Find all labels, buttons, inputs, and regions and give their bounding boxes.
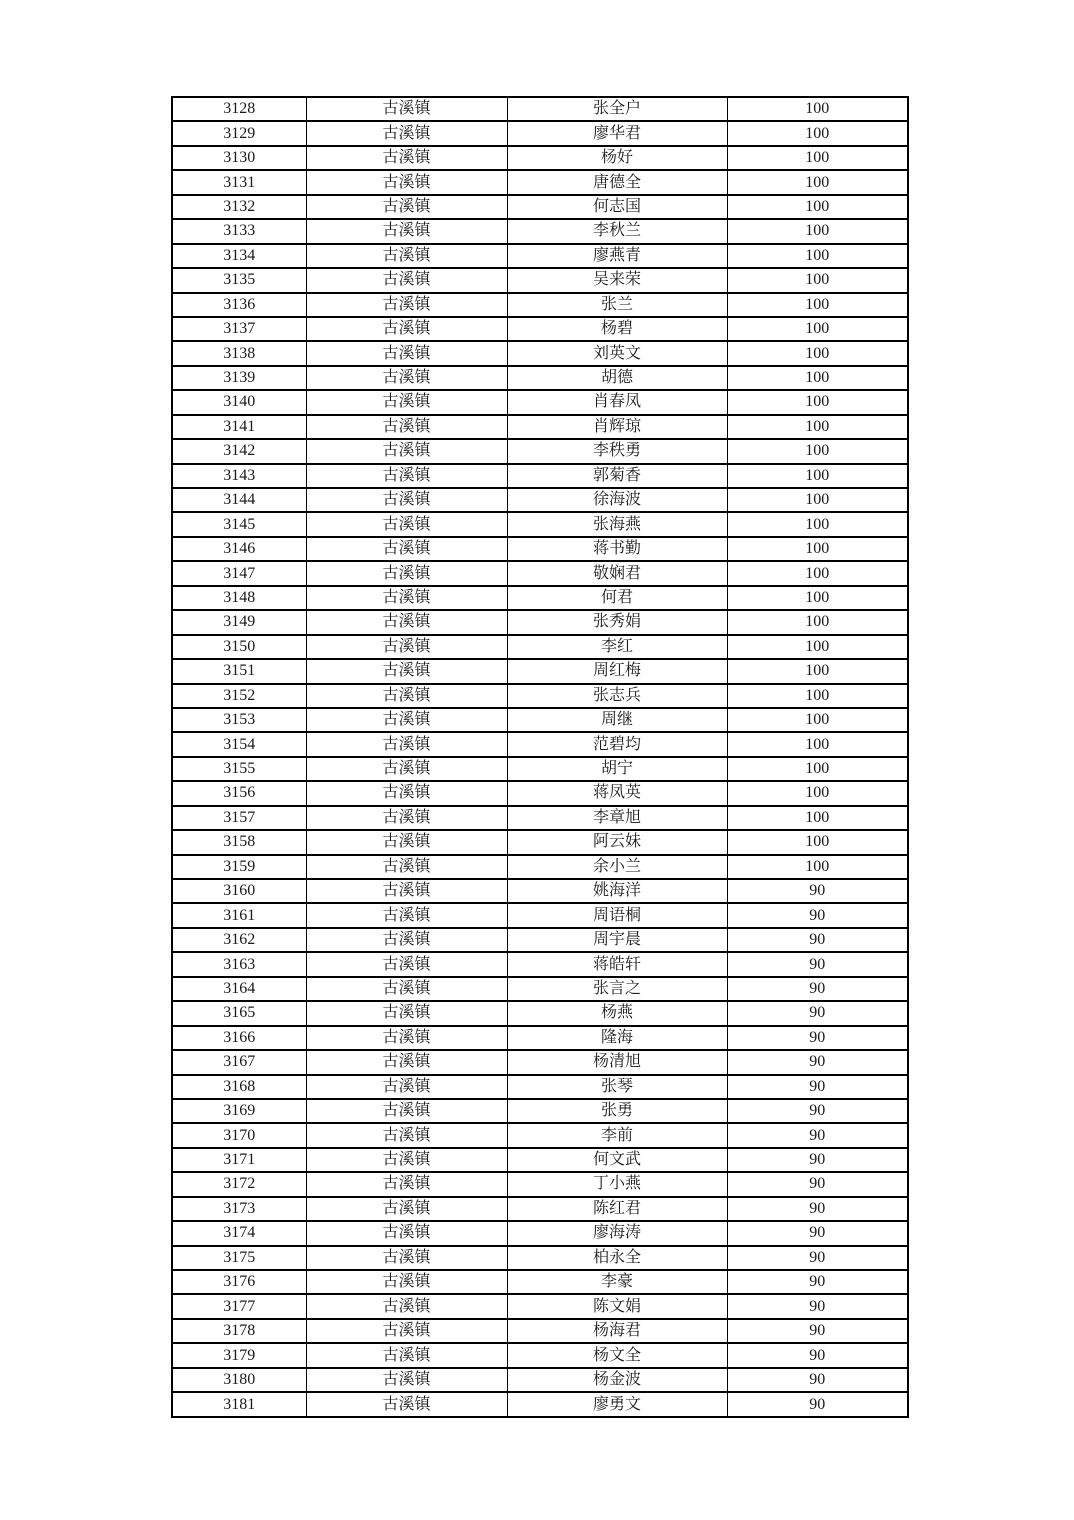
- name-cell: 李豪: [507, 1270, 727, 1294]
- row-number-cell: 3152: [172, 684, 306, 708]
- name-cell: 周继: [507, 708, 727, 732]
- row-number-cell: 3138: [172, 341, 306, 365]
- score-cell: 100: [727, 439, 908, 463]
- score-cell: 90: [727, 903, 908, 927]
- town-cell: 古溪镇: [306, 244, 507, 268]
- town-cell: 古溪镇: [306, 830, 507, 854]
- score-cell: 100: [727, 537, 908, 561]
- table-row: [172, 121, 908, 145]
- name-cell: 徐海波: [507, 488, 727, 512]
- table-row: [172, 635, 908, 659]
- town-cell: 古溪镇: [306, 1246, 507, 1270]
- table-row: [172, 195, 908, 219]
- name-cell: 陈文娟: [507, 1294, 727, 1318]
- score-cell: 100: [727, 684, 908, 708]
- table-row: [172, 928, 908, 952]
- score-cell: 90: [727, 952, 908, 976]
- row-number-cell: 3163: [172, 952, 306, 976]
- town-cell: 古溪镇: [306, 97, 507, 121]
- town-cell: 古溪镇: [306, 488, 507, 512]
- town-cell: 古溪镇: [306, 1368, 507, 1392]
- name-cell: 张全户: [507, 97, 727, 121]
- row-number-cell: 3128: [172, 97, 306, 121]
- row-number-cell: 3129: [172, 121, 306, 145]
- row-number-cell: 3162: [172, 928, 306, 952]
- row-number-cell: 3151: [172, 659, 306, 683]
- row-number-cell: 3177: [172, 1294, 306, 1318]
- row-number-cell: 3133: [172, 219, 306, 243]
- score-cell: 100: [727, 732, 908, 756]
- row-number-cell: 3160: [172, 879, 306, 903]
- table-row: [172, 97, 908, 121]
- name-cell: 肖辉琼: [507, 415, 727, 439]
- table-row: [172, 561, 908, 585]
- town-cell: 古溪镇: [306, 146, 507, 170]
- table-row: [172, 610, 908, 634]
- row-number-cell: 3181: [172, 1392, 306, 1417]
- name-cell: 李秩勇: [507, 439, 727, 463]
- score-cell: 100: [727, 781, 908, 805]
- row-number-cell: 3157: [172, 806, 306, 830]
- row-number-cell: 3168: [172, 1075, 306, 1099]
- score-table: [171, 96, 909, 1418]
- name-cell: 敬娴君: [507, 561, 727, 585]
- town-cell: 古溪镇: [306, 366, 507, 390]
- town-cell: 古溪镇: [306, 684, 507, 708]
- row-number-cell: 3146: [172, 537, 306, 561]
- table-row: [172, 1001, 908, 1025]
- row-number-cell: 3154: [172, 732, 306, 756]
- name-cell: 李红: [507, 635, 727, 659]
- table-row: [172, 366, 908, 390]
- score-cell: 90: [727, 1172, 908, 1196]
- town-cell: 古溪镇: [306, 1075, 507, 1099]
- score-cell: 100: [727, 610, 908, 634]
- name-cell: 周宇晨: [507, 928, 727, 952]
- table-row: [172, 1270, 908, 1294]
- town-cell: 古溪镇: [306, 561, 507, 585]
- row-number-cell: 3148: [172, 586, 306, 610]
- town-cell: 古溪镇: [306, 610, 507, 634]
- town-cell: 古溪镇: [306, 1221, 507, 1245]
- table-row: [172, 1368, 908, 1392]
- score-cell: 90: [727, 1001, 908, 1025]
- table-row: [172, 268, 908, 292]
- score-cell: 90: [727, 1123, 908, 1147]
- town-cell: 古溪镇: [306, 341, 507, 365]
- score-cell: 100: [727, 121, 908, 145]
- table-row: [172, 1099, 908, 1123]
- name-cell: 何文武: [507, 1148, 727, 1172]
- row-number-cell: 3137: [172, 317, 306, 341]
- row-number-cell: 3172: [172, 1172, 306, 1196]
- table-row: [172, 879, 908, 903]
- score-cell: 100: [727, 659, 908, 683]
- name-cell: 张兰: [507, 293, 727, 317]
- score-cell: 100: [727, 390, 908, 414]
- score-cell: 90: [727, 1221, 908, 1245]
- row-number-cell: 3147: [172, 561, 306, 585]
- row-number-cell: 3141: [172, 415, 306, 439]
- score-cell: 90: [727, 1148, 908, 1172]
- row-number-cell: 3140: [172, 390, 306, 414]
- score-cell: 100: [727, 464, 908, 488]
- name-cell: 周红梅: [507, 659, 727, 683]
- table-row: [172, 806, 908, 830]
- score-table-body: [172, 97, 908, 1417]
- town-cell: 古溪镇: [306, 121, 507, 145]
- row-number-cell: 3156: [172, 781, 306, 805]
- score-cell: 90: [727, 1319, 908, 1343]
- score-cell: 90: [727, 928, 908, 952]
- name-cell: 蒋凤英: [507, 781, 727, 805]
- score-cell: 90: [727, 1343, 908, 1367]
- town-cell: 古溪镇: [306, 415, 507, 439]
- table-row: [172, 415, 908, 439]
- table-row: [172, 512, 908, 536]
- table-row: [172, 488, 908, 512]
- table-row: [172, 952, 908, 976]
- score-cell: 100: [727, 586, 908, 610]
- name-cell: 李前: [507, 1123, 727, 1147]
- score-cell: 90: [727, 1246, 908, 1270]
- row-number-cell: 3171: [172, 1148, 306, 1172]
- town-cell: 古溪镇: [306, 757, 507, 781]
- row-number-cell: 3149: [172, 610, 306, 634]
- town-cell: 古溪镇: [306, 1343, 507, 1367]
- row-number-cell: 3135: [172, 268, 306, 292]
- row-number-cell: 3143: [172, 464, 306, 488]
- score-cell: 90: [727, 1197, 908, 1221]
- name-cell: 廖燕青: [507, 244, 727, 268]
- town-cell: 古溪镇: [306, 1123, 507, 1147]
- town-cell: 古溪镇: [306, 537, 507, 561]
- score-cell: 90: [727, 1099, 908, 1123]
- table-row: [172, 1148, 908, 1172]
- name-cell: 李章旭: [507, 806, 727, 830]
- row-number-cell: 3176: [172, 1270, 306, 1294]
- town-cell: 古溪镇: [306, 732, 507, 756]
- name-cell: 杨碧: [507, 317, 727, 341]
- table-row: [172, 684, 908, 708]
- score-cell: 90: [727, 1392, 908, 1417]
- table-row: [172, 1246, 908, 1270]
- name-cell: 张秀娟: [507, 610, 727, 634]
- row-number-cell: 3180: [172, 1368, 306, 1392]
- table-row: [172, 1123, 908, 1147]
- table-row: [172, 977, 908, 1001]
- name-cell: 丁小燕: [507, 1172, 727, 1196]
- score-cell: 100: [727, 366, 908, 390]
- town-cell: 古溪镇: [306, 1050, 507, 1074]
- table-row: [172, 464, 908, 488]
- town-cell: 古溪镇: [306, 855, 507, 879]
- row-number-cell: 3165: [172, 1001, 306, 1025]
- name-cell: 胡德: [507, 366, 727, 390]
- name-cell: 唐德全: [507, 170, 727, 194]
- name-cell: 吴来荣: [507, 268, 727, 292]
- table-row: [172, 1343, 908, 1367]
- name-cell: 柏永全: [507, 1246, 727, 1270]
- town-cell: 古溪镇: [306, 1270, 507, 1294]
- town-cell: 古溪镇: [306, 464, 507, 488]
- town-cell: 古溪镇: [306, 1148, 507, 1172]
- row-number-cell: 3173: [172, 1197, 306, 1221]
- table-row: [172, 219, 908, 243]
- name-cell: 何君: [507, 586, 727, 610]
- town-cell: 古溪镇: [306, 268, 507, 292]
- name-cell: 周语桐: [507, 903, 727, 927]
- row-number-cell: 3153: [172, 708, 306, 732]
- row-number-cell: 3144: [172, 488, 306, 512]
- town-cell: 古溪镇: [306, 708, 507, 732]
- town-cell: 古溪镇: [306, 879, 507, 903]
- name-cell: 阿云妹: [507, 830, 727, 854]
- score-cell: 90: [727, 1026, 908, 1050]
- score-cell: 90: [727, 1075, 908, 1099]
- row-number-cell: 3159: [172, 855, 306, 879]
- score-cell: 100: [727, 341, 908, 365]
- row-number-cell: 3145: [172, 512, 306, 536]
- score-cell: 90: [727, 1050, 908, 1074]
- row-number-cell: 3164: [172, 977, 306, 1001]
- town-cell: 古溪镇: [306, 1099, 507, 1123]
- name-cell: 余小兰: [507, 855, 727, 879]
- row-number-cell: 3175: [172, 1246, 306, 1270]
- name-cell: 肖春凤: [507, 390, 727, 414]
- score-cell: 90: [727, 1294, 908, 1318]
- town-cell: 古溪镇: [306, 1001, 507, 1025]
- name-cell: 胡宁: [507, 757, 727, 781]
- table-row: [172, 1294, 908, 1318]
- table-row: [172, 659, 908, 683]
- town-cell: 古溪镇: [306, 977, 507, 1001]
- name-cell: 杨燕: [507, 1001, 727, 1025]
- table-row: [172, 830, 908, 854]
- row-number-cell: 3155: [172, 757, 306, 781]
- town-cell: 古溪镇: [306, 170, 507, 194]
- row-number-cell: 3178: [172, 1319, 306, 1343]
- name-cell: 李秋兰: [507, 219, 727, 243]
- name-cell: 郭菊香: [507, 464, 727, 488]
- score-cell: 100: [727, 293, 908, 317]
- name-cell: 杨清旭: [507, 1050, 727, 1074]
- town-cell: 古溪镇: [306, 903, 507, 927]
- town-cell: 古溪镇: [306, 512, 507, 536]
- score-cell: 100: [727, 268, 908, 292]
- table-row: [172, 1075, 908, 1099]
- table-row: [172, 1197, 908, 1221]
- name-cell: 张言之: [507, 977, 727, 1001]
- name-cell: 杨好: [507, 146, 727, 170]
- score-cell: 100: [727, 97, 908, 121]
- table-row: [172, 244, 908, 268]
- town-cell: 古溪镇: [306, 439, 507, 463]
- score-cell: 100: [727, 708, 908, 732]
- town-cell: 古溪镇: [306, 293, 507, 317]
- score-cell: 100: [727, 146, 908, 170]
- score-cell: 100: [727, 512, 908, 536]
- score-cell: 100: [727, 195, 908, 219]
- name-cell: 蒋皓轩: [507, 952, 727, 976]
- table-row: [172, 1026, 908, 1050]
- score-cell: 100: [727, 244, 908, 268]
- name-cell: 廖勇文: [507, 1392, 727, 1417]
- town-cell: 古溪镇: [306, 806, 507, 830]
- row-number-cell: 3142: [172, 439, 306, 463]
- row-number-cell: 3136: [172, 293, 306, 317]
- score-cell: 90: [727, 1368, 908, 1392]
- table-row: [172, 903, 908, 927]
- row-number-cell: 3161: [172, 903, 306, 927]
- name-cell: 张勇: [507, 1099, 727, 1123]
- score-cell: 100: [727, 219, 908, 243]
- name-cell: 张志兵: [507, 684, 727, 708]
- row-number-cell: 3150: [172, 635, 306, 659]
- town-cell: 古溪镇: [306, 1026, 507, 1050]
- row-number-cell: 3170: [172, 1123, 306, 1147]
- town-cell: 古溪镇: [306, 1392, 507, 1417]
- table-row: [172, 1319, 908, 1343]
- name-cell: 何志国: [507, 195, 727, 219]
- name-cell: 杨海君: [507, 1319, 727, 1343]
- name-cell: 张琴: [507, 1075, 727, 1099]
- town-cell: 古溪镇: [306, 659, 507, 683]
- row-number-cell: 3179: [172, 1343, 306, 1367]
- row-number-cell: 3158: [172, 830, 306, 854]
- name-cell: 廖海涛: [507, 1221, 727, 1245]
- town-cell: 古溪镇: [306, 317, 507, 341]
- score-cell: 100: [727, 170, 908, 194]
- table-row: [172, 708, 908, 732]
- row-number-cell: 3169: [172, 1099, 306, 1123]
- score-cell: 100: [727, 317, 908, 341]
- table-row: [172, 757, 908, 781]
- table-row: [172, 146, 908, 170]
- score-cell: 100: [727, 561, 908, 585]
- town-cell: 古溪镇: [306, 1197, 507, 1221]
- table-row: [172, 1221, 908, 1245]
- town-cell: 古溪镇: [306, 1319, 507, 1343]
- town-cell: 古溪镇: [306, 1294, 507, 1318]
- town-cell: 古溪镇: [306, 390, 507, 414]
- score-cell: 100: [727, 635, 908, 659]
- row-number-cell: 3174: [172, 1221, 306, 1245]
- table-row: [172, 781, 908, 805]
- town-cell: 古溪镇: [306, 928, 507, 952]
- score-cell: 90: [727, 879, 908, 903]
- table-row: [172, 1392, 908, 1417]
- town-cell: 古溪镇: [306, 635, 507, 659]
- table-row: [172, 439, 908, 463]
- town-cell: 古溪镇: [306, 781, 507, 805]
- town-cell: 古溪镇: [306, 195, 507, 219]
- name-cell: 蒋书勤: [507, 537, 727, 561]
- row-number-cell: 3130: [172, 146, 306, 170]
- score-cell: 90: [727, 1270, 908, 1294]
- name-cell: 杨文全: [507, 1343, 727, 1367]
- score-cell: 100: [727, 830, 908, 854]
- name-cell: 杨金波: [507, 1368, 727, 1392]
- table-row: [172, 170, 908, 194]
- score-cell: 100: [727, 488, 908, 512]
- table-row: [172, 317, 908, 341]
- table-row: [172, 732, 908, 756]
- name-cell: 陈红君: [507, 1197, 727, 1221]
- row-number-cell: 3167: [172, 1050, 306, 1074]
- table-row: [172, 1050, 908, 1074]
- town-cell: 古溪镇: [306, 586, 507, 610]
- row-number-cell: 3139: [172, 366, 306, 390]
- name-cell: 张海燕: [507, 512, 727, 536]
- name-cell: 刘英文: [507, 341, 727, 365]
- name-cell: 廖华君: [507, 121, 727, 145]
- score-cell: 90: [727, 977, 908, 1001]
- table-row: [172, 855, 908, 879]
- name-cell: 隆海: [507, 1026, 727, 1050]
- table-row: [172, 586, 908, 610]
- table-row: [172, 1172, 908, 1196]
- score-cell: 100: [727, 806, 908, 830]
- table-row: [172, 537, 908, 561]
- town-cell: 古溪镇: [306, 952, 507, 976]
- town-cell: 古溪镇: [306, 1172, 507, 1196]
- score-cell: 100: [727, 415, 908, 439]
- row-number-cell: 3134: [172, 244, 306, 268]
- table-row: [172, 293, 908, 317]
- row-number-cell: 3166: [172, 1026, 306, 1050]
- name-cell: 范碧均: [507, 732, 727, 756]
- row-number-cell: 3131: [172, 170, 306, 194]
- score-cell: 100: [727, 757, 908, 781]
- table-row: [172, 390, 908, 414]
- table-row: [172, 341, 908, 365]
- name-cell: 姚海洋: [507, 879, 727, 903]
- row-number-cell: 3132: [172, 195, 306, 219]
- score-cell: 100: [727, 855, 908, 879]
- town-cell: 古溪镇: [306, 219, 507, 243]
